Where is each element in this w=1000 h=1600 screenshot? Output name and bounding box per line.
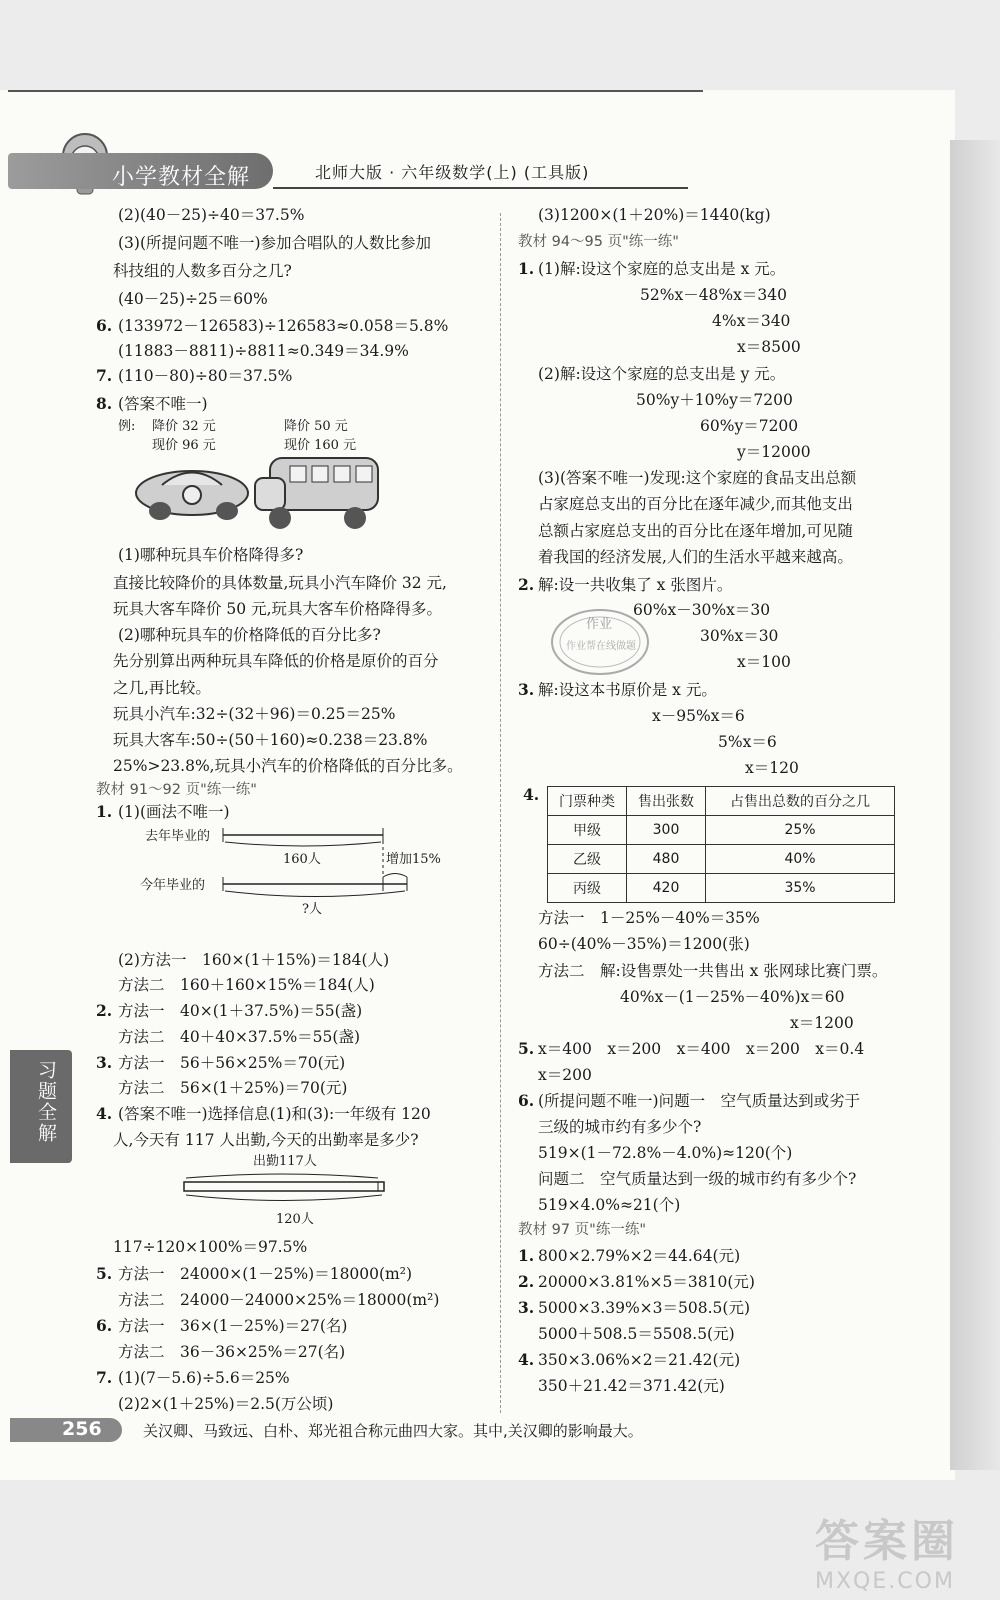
stamp-subtext: 作业帮在线做题: [566, 641, 636, 652]
page-edge-shadow: [950, 140, 1000, 1470]
answer-line: (1)解:设这个家庭的总支出是 x 元。: [538, 260, 786, 278]
question-number: 4.: [523, 785, 540, 804]
table-cell: 420: [627, 874, 706, 903]
table-cell: 35%: [706, 874, 895, 903]
diagram-label-last-year: 去年毕业的: [145, 829, 211, 844]
answer-line: 方法一 1－25%－40%＝35%: [538, 909, 760, 927]
question-number: 7.: [96, 366, 113, 385]
answer-line: 800×2.79%×2＝44.64(元): [538, 1247, 741, 1265]
question-number: 3.: [518, 1298, 535, 1317]
diagram-label-this-year: 今年毕业的: [140, 878, 206, 893]
diagram-label-attendance: 出勤117人: [253, 1154, 317, 1169]
answer-line: 方法二 160＋160×15%＝184(人): [118, 976, 375, 994]
table-header: 门票种类: [548, 787, 627, 816]
question-number: 2.: [96, 1001, 113, 1020]
header-rule: [273, 187, 688, 189]
answer-line: 117÷120×100%＝97.5%: [113, 1238, 308, 1256]
example-label: 例:: [118, 419, 136, 434]
top-rule: [8, 90, 703, 92]
answer-line: (2)2×(1＋25%)＝2.5(万公顷): [118, 1395, 334, 1413]
table-row: [548, 874, 895, 903]
side-tab-label: 习题全解: [35, 1060, 57, 1144]
answer-line: (40－25)÷25＝60%: [118, 290, 268, 308]
question-number: 1.: [518, 259, 535, 278]
answer-line: 350×3.06%×2＝21.42(元): [538, 1351, 741, 1369]
table-cell: 480: [627, 845, 706, 874]
page-number: 256: [62, 1418, 102, 1440]
table-cell: 乙级: [548, 845, 627, 874]
answer-line: (110－80)÷80＝37.5%: [118, 367, 293, 385]
answer-line: 人,今天有 117 人出勤,今天的出勤率是多少?: [113, 1131, 419, 1149]
answer-line: (所提问题不唯一)问题一 空气质量达到或劣于: [538, 1092, 861, 1110]
column-divider: [500, 213, 501, 1413]
answer-line: 玩具大客车降价 50 元,玩具大客车价格降得多。: [113, 600, 443, 618]
diagram-label-160: 160人: [283, 852, 321, 867]
answer-line: 方法一 36×(1－25%)＝27(名): [118, 1317, 348, 1335]
table-header: 占售出总数的百分之几: [706, 787, 895, 816]
answer-line: 519×4.0%≈21(个): [538, 1196, 681, 1214]
answer-line: 直接比较降价的具体数量,玩具小汽车降价 32 元,: [113, 574, 447, 592]
answer-line: 5000＋508.5＝5508.5(元): [538, 1325, 735, 1343]
equation-line: 60%y＝7200: [700, 417, 799, 435]
equation-line: 30%x＝30: [700, 627, 779, 645]
table-cell: 40%: [706, 845, 895, 874]
section-heading: 教材 91～92 页"练一练": [96, 782, 257, 798]
question-number: 4.: [518, 1350, 535, 1369]
table-cell: 丙级: [548, 874, 627, 903]
watermark-title: 答案圈: [815, 1516, 959, 1567]
section-heading: 教材 97 页"练一练": [518, 1222, 647, 1238]
answer-line: 先分别算出两种玩具车降低的价格是原价的百分: [113, 652, 439, 670]
answer-line: (1)(画法不唯一): [118, 803, 230, 821]
question-number: 7.: [96, 1368, 113, 1387]
equation-line: 60%x－30%x＝30: [633, 601, 771, 619]
answer-line: (2)(40－25)÷40＝37.5%: [118, 206, 305, 224]
answer-line: 之几,再比较。: [113, 679, 211, 697]
answer-line: 玩具大客车:50÷(50＋160)≈0.238＝23.8%: [113, 731, 428, 749]
answer-line: 方法一 40×(1＋37.5%)＝55(盏): [118, 1002, 363, 1020]
question-number: 5.: [96, 1264, 113, 1283]
question-number: 8.: [96, 394, 113, 413]
footer-note: 关汉卿、马致远、白朴、郑光祖合称元曲四大家。其中,关汉卿的影响最大。: [143, 1422, 643, 1440]
answer-line: 60÷(40%－35%)＝1200(张): [538, 935, 750, 953]
equation-line: y＝12000: [737, 443, 811, 461]
answer-line: 方法二 40＋40×37.5%＝55(盏): [118, 1028, 360, 1046]
answer-line: 20000×3.81%×5＝3810(元): [538, 1273, 755, 1291]
toy-bus-icon: [250, 448, 385, 533]
answer-line: 三级的城市约有多少个?: [538, 1118, 702, 1136]
answer-line: 科技组的人数多百分之几?: [113, 262, 292, 280]
equation-line: 50%y＋10%y＝7200: [636, 391, 793, 409]
table-row: [548, 816, 895, 845]
answer-line: 占家庭总支出的百分比在逐年减少,而其他支出: [538, 495, 853, 513]
answer-line: (1)(7－5.6)÷5.6＝25%: [118, 1369, 290, 1387]
bar-diagram: [220, 820, 420, 910]
table-cell: 300: [627, 816, 706, 845]
answer-line: (3)(所提问题不唯一)参加合唱队的人数比参加: [118, 234, 432, 252]
answer-line: 方法二 解:设售票处一共售出 x 张网球比赛门票。: [538, 962, 888, 980]
equation-line: 5%x＝6: [718, 733, 777, 751]
answer-line: 解:设这本书原价是 x 元。: [538, 681, 717, 699]
answer-line: 解:设一共收集了 x 张图片。: [538, 576, 733, 594]
answer-line: 方法一 56＋56×25%＝70(元): [118, 1054, 346, 1072]
answer-line: (3)(答案不唯一)发现:这个家庭的食品支出总额: [538, 469, 857, 487]
question-number: 2.: [518, 1272, 535, 1291]
answer-line: 350＋21.42＝371.42(元): [538, 1377, 725, 1395]
answer-line: 方法二 24000－24000×25%＝18000(m²): [118, 1291, 440, 1309]
equation-line: x－95%x＝6: [652, 707, 745, 725]
book-title: 小学教材全解: [112, 165, 251, 190]
equation-line: x＝1200: [790, 1014, 854, 1032]
question-number: 1.: [96, 802, 113, 821]
answer-line: 方法二 56×(1＋25%)＝70(元): [118, 1079, 348, 1097]
answer-line: (答案不唯一): [118, 395, 208, 413]
answer-line: (3)1200×(1＋20%)＝1440(kg): [538, 206, 771, 224]
answer-line: (1)哪种玩具车价格降得多?: [118, 546, 304, 564]
book-subtitle: 北师大版 · 六年级数学(上) (工具版): [315, 163, 590, 182]
diagram-label-120: 120人: [276, 1212, 314, 1227]
attendance-diagram: [182, 1170, 392, 1210]
equation-line: 52%x－48%x＝340: [640, 286, 787, 304]
car2-price: 现价 160 元: [284, 438, 357, 453]
toy-car-icon: [132, 455, 252, 525]
car1-discount: 降价 32 元: [152, 419, 216, 434]
answer-line: x＝400 x＝200 x＝400 x＝200 x＝0.4: [538, 1040, 865, 1058]
answer-line: (2)方法一 160×(1＋15%)＝184(人): [118, 951, 390, 969]
question-number: 2.: [518, 575, 535, 594]
answer-line: 方法一 24000×(1－25%)＝18000(m²): [118, 1265, 413, 1283]
answer-line: 着我国的经济发展,人们的生活水平越来越高。: [538, 548, 853, 566]
watermark-url: MXQE.COM: [815, 1569, 955, 1594]
answer-line: 519×(1－72.8%－4.0%)≈120(个): [538, 1144, 793, 1162]
question-number: 3.: [96, 1053, 113, 1072]
question-number: 1.: [518, 1246, 535, 1265]
ticket-table: [547, 786, 895, 903]
answer-line: 25%>23.8%,玩具小汽车的价格降低的百分比多。: [113, 757, 463, 775]
section-heading: 教材 94～95 页"练一练": [518, 234, 679, 250]
diagram-label-increase: 增加15%: [386, 852, 441, 867]
equation-line: 4%x＝340: [712, 312, 791, 330]
answer-line: x＝200: [538, 1066, 592, 1084]
answer-line: 玩具小汽车:32÷(32＋96)＝0.25＝25%: [113, 705, 396, 723]
equation-line: x＝120: [745, 759, 799, 777]
question-number: 6.: [96, 1316, 113, 1335]
equation-line: 40%x－(1－25%－40%)x＝60: [620, 988, 845, 1006]
table-row: [548, 845, 895, 874]
answer-line: 总额占家庭总支出的百分比在逐年增加,可见随: [538, 522, 853, 540]
answer-line: (133972－126583)÷126583≈0.058＝5.8%: [118, 317, 449, 335]
equation-line: x＝100: [737, 653, 791, 671]
answer-line: 方法二 36－36×25%＝27(名): [118, 1343, 346, 1361]
answer-line: 问题二 空气质量达到一级的城市约有多少个?: [538, 1170, 857, 1188]
answer-line: (答案不唯一)选择信息(1)和(3):一年级有 120: [118, 1105, 431, 1123]
question-number: 3.: [518, 680, 535, 699]
equation-line: x＝8500: [737, 338, 801, 356]
table-header: 售出张数: [627, 787, 706, 816]
table-cell: 甲级: [548, 816, 627, 845]
question-number: 5.: [518, 1039, 535, 1058]
question-number: 6.: [96, 316, 113, 335]
answer-line: (2)哪种玩具车的价格降低的百分比多?: [118, 626, 381, 644]
watermark: [815, 1505, 959, 1594]
stamp-text: 作业: [586, 617, 613, 632]
answer-line: (11883－8811)÷8811≈0.349＝34.9%: [118, 342, 409, 360]
car1-price: 现价 96 元: [152, 438, 216, 453]
car2-discount: 降价 50 元: [284, 419, 348, 434]
table-cell: 25%: [706, 816, 895, 845]
answer-line: (2)解:设这个家庭的总支出是 y 元。: [538, 365, 786, 383]
diagram-label-unknown: ?人: [302, 902, 322, 917]
table-header-row: [548, 787, 895, 816]
question-number: 4.: [96, 1104, 113, 1123]
question-number: 6.: [518, 1091, 535, 1110]
answer-line: 5000×3.39%×3＝508.5(元): [538, 1299, 750, 1317]
